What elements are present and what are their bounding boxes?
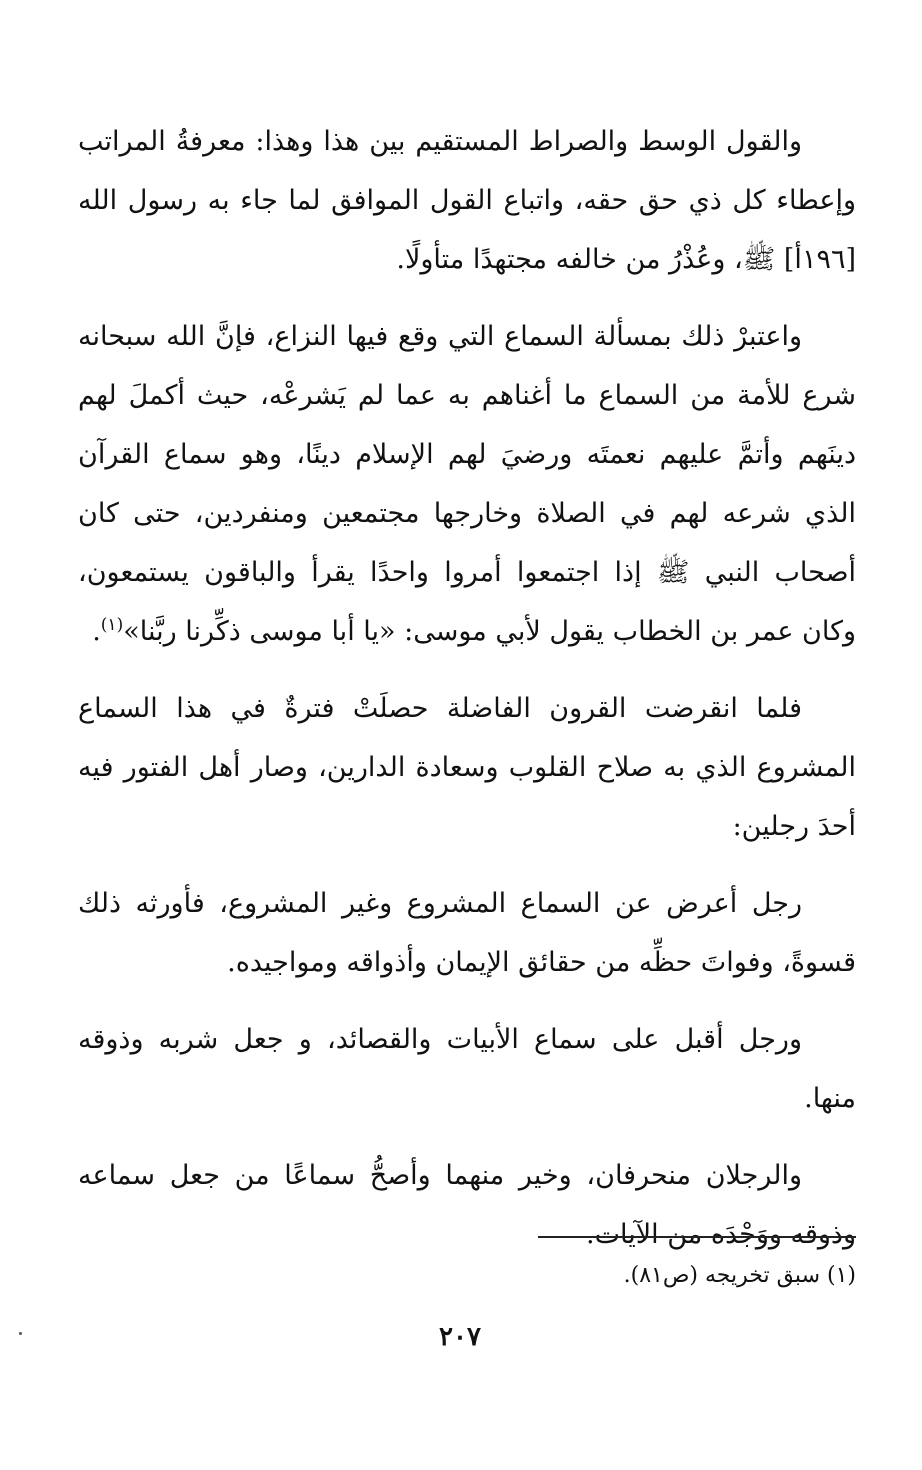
paragraph-2-end: . <box>92 616 101 647</box>
footnote-divider <box>538 1236 856 1238</box>
body-text <box>78 112 856 1282</box>
paragraph-3: فلما انقرضت القرون الفاضلة حصلَتْ فترةٌ في هذا السماع المشروع الذي به صلاح القلوب وسعادة الدارين، وصار أهل الفتور فيه أحدَ رجلين: <box>78 693 856 842</box>
paragraph-1: والقول الوسط والصراط المستقيم بين هذا وهذا: معرفةُ المراتب وإعطاء كل ذي حق حقه، واتباع القول الموافق لما جاء به رسول الله [١٩٦أ] ﷺ، وعُذْرُ من خالفه مجتهدًا متأولًا. <box>78 126 856 275</box>
paragraph-2 <box>78 307 856 661</box>
scan-speck <box>19 1332 22 1335</box>
footnote: (١) سبق تخريجه (ص٨١). <box>623 1263 856 1288</box>
page-number: ٢٠٧ <box>439 1322 481 1352</box>
footnote-marker: (١) <box>100 615 124 635</box>
paragraph-5: ورجل أقبل على سماع الأبيات والقصائد، و جعل شربه وذوقه منها. <box>78 1024 856 1114</box>
paragraph-4: رجل أعرض عن السماع المشروع وغير المشروع، فأورثه ذلك قسوةً، وفواتَ حظِّه من حقائق الإيمان وأذواقه ومواجيده. <box>78 888 856 978</box>
paragraph-2-text: واعتبرْ ذلك بمسألة السماع التي وقع فيها النزاع، فإنَّ الله سبحانه شرع للأمة من السماع ما أغناهم به عما لم يَشرعْه، حيث أكملَ لهم دينَهم وأتمَّ عليهم نعمتَه ورضيَ لهم الإسلام دينًا، وهو سماع القرآن الذي شرعه لهم في الصلاة وخارجها مجتمعين ومنفردين، حتى كان أصحاب النبي ﷺ إذا اجتمعوا أمروا واحدًا يقرأ والباقون يستمعون، وكان عمر بن الخطاب يقول لأبي موسى: «يا أبا موسى ذكِّرنا ربَّنا» <box>78 321 856 647</box>
paragraph-6: والرجلان منحرفان، وخير منهما وأصحُّ سماعًا من جعل سماعه وذوقه ووَجْدَه من الآيات. <box>78 1160 856 1250</box>
